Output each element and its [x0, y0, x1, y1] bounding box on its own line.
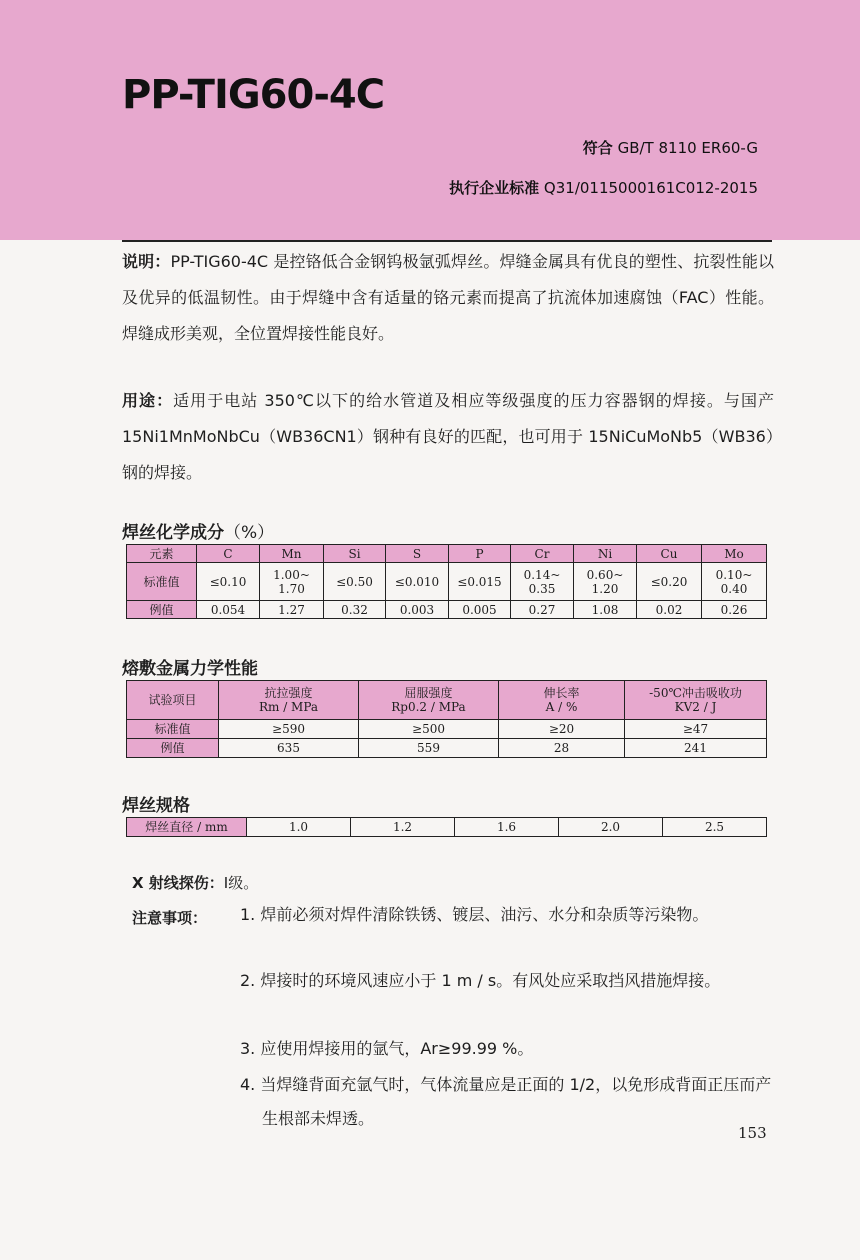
cell-line: ≤0.010: [394, 574, 440, 589]
standard-value: GB/T 8110 ER60-G: [617, 139, 758, 157]
chemistry-table: [126, 544, 767, 619]
chemistry-header-cell: C: [197, 545, 260, 563]
chemistry-unit: （%）: [224, 523, 275, 543]
table-cell: ≥590: [219, 720, 359, 739]
header-line: 屈服强度: [404, 686, 453, 700]
mechanical-table: [126, 680, 767, 758]
table-cell: 1.08: [574, 601, 637, 619]
mechanical-header-cell: [219, 681, 359, 720]
table-cell: 0.02: [637, 601, 702, 619]
header-divider: [122, 240, 772, 242]
table-cell: 1.27: [260, 601, 324, 619]
note-item: [240, 1032, 775, 1066]
table-cell: 28: [499, 739, 625, 758]
product-title: PP-TIG60-4C: [122, 72, 385, 118]
cell-line: ≤0.20: [650, 574, 688, 589]
table-cell: [702, 563, 767, 601]
chemistry-example-row: [127, 601, 767, 619]
header-line: 伸长率: [543, 686, 580, 700]
chemistry-title-text: 焊丝化学成分: [122, 523, 224, 543]
header-line: 试验项目: [148, 693, 197, 707]
table-cell: ≥500: [359, 720, 499, 739]
note-item: [240, 898, 775, 932]
table-cell: [386, 563, 449, 601]
usage-text: 适用于电站 350℃以下的给水管道及相应等级强度的压力容器钢的焊接。与国产 15Ni1MnMoNbCu（WB36CN1）钢种有良好的匹配，也可用于 15NiCuMoNb5（WB36）钢的焊接。: [122, 391, 774, 482]
mechanical-header-cell: [359, 681, 499, 720]
description-text: PP-TIG60-4C 是控铬低合金钢钨极氩弧焊丝。焊缝金属具有优良的塑性、抗裂性能以及优异的低温韧性。由于焊缝中含有适量的铬元素而提高了抗流体加速腐蚀（FAC）性能。焊缝成形美观，全位置焊接性能良好。: [122, 252, 774, 343]
cell-line: 1.70: [278, 581, 305, 596]
note-text: 2. 焊接时的环境风速应小于 1 m / s。有风处应采取挡风措施焊接。: [240, 971, 721, 990]
cell-line: 1.00~: [273, 567, 310, 582]
chemistry-header-cell: Mo: [702, 545, 767, 563]
table-cell: 2.5: [663, 818, 767, 837]
title-banner: [0, 0, 860, 240]
row-label: 例值: [127, 739, 219, 758]
note-text: 4. 当焊缝背面充氩气时，气体流量应是正面的 1/2，以免形成背面正压而产生根部未焊透。: [240, 1075, 772, 1128]
row-label: 标准值: [127, 563, 197, 601]
table-cell: ≥20: [499, 720, 625, 739]
table-cell: [324, 563, 386, 601]
chemistry-header-cell: Si: [324, 545, 386, 563]
notes-label: 注意事项：: [132, 909, 208, 927]
header-line: -50℃冲击吸收功: [649, 686, 742, 700]
table-cell: 0.054: [197, 601, 260, 619]
mechanical-example-row: [127, 739, 767, 758]
table-cell: 0.27: [511, 601, 574, 619]
xray-value: Ⅰ级。: [223, 874, 259, 892]
page-number: 153: [738, 1124, 767, 1142]
specs-table: [126, 817, 767, 837]
mechanical-section-title: 熔敷金属力学性能: [122, 659, 258, 679]
table-cell: 2.0: [559, 818, 663, 837]
table-cell: 1.6: [455, 818, 559, 837]
description-paragraph: [122, 244, 774, 352]
mechanical-header-cell: [499, 681, 625, 720]
chemistry-header-row: [127, 545, 767, 563]
mechanical-header-row: [127, 681, 767, 720]
cell-line: 0.10~: [715, 567, 753, 582]
header-line: KV2 / J: [674, 700, 717, 714]
cell-line: 0.35: [528, 581, 556, 596]
chemistry-standard-row: [127, 563, 767, 601]
table-cell: ≥47: [625, 720, 767, 739]
note-item: [240, 964, 775, 998]
table-cell: [260, 563, 324, 601]
mechanical-standard-row: [127, 720, 767, 739]
description-label: 说明：: [122, 252, 171, 271]
header-line: A / %: [545, 700, 578, 714]
table-cell: [449, 563, 511, 601]
table-cell: 0.005: [449, 601, 511, 619]
enterprise-standard-value: Q31/0115000161C012-2015: [543, 179, 758, 197]
specs-row: [127, 818, 767, 837]
note-text: 3. 应使用焊接用的氩气，Ar≥99.99 %。: [240, 1039, 534, 1058]
xray-line: [132, 872, 258, 893]
standard-line: [583, 137, 758, 158]
specs-section-title: 焊丝规格: [122, 796, 190, 816]
chemistry-header-cell: 元素: [127, 545, 197, 563]
table-cell: 0.26: [702, 601, 767, 619]
enterprise-standard-line: [449, 177, 758, 198]
table-cell: 559: [359, 739, 499, 758]
usage-label: 用途：: [122, 391, 174, 410]
table-cell: [511, 563, 574, 601]
usage-paragraph: [122, 383, 774, 491]
mechanical-header-cell: [625, 681, 767, 720]
header-line: Rm / MPa: [258, 700, 319, 714]
cell-line: 0.14~: [523, 567, 561, 582]
table-cell: 1.2: [351, 818, 455, 837]
note-item: [240, 1068, 775, 1136]
cell-line: ≤0.015: [457, 574, 502, 589]
chemistry-section-title: [122, 518, 274, 543]
chemistry-header-cell: Mn: [260, 545, 324, 563]
header-line: 抗拉强度: [264, 686, 313, 700]
xray-label: X 射线探伤：: [132, 874, 224, 892]
table-cell: 0.003: [386, 601, 449, 619]
enterprise-standard-label: 执行企业标准: [449, 179, 540, 197]
chemistry-header-cell: P: [449, 545, 511, 563]
table-cell: [197, 563, 260, 601]
table-cell: 1.0: [247, 818, 351, 837]
table-cell: 0.32: [324, 601, 386, 619]
cell-line: ≤0.50: [336, 574, 373, 589]
mechanical-header-cell: [127, 681, 219, 720]
cell-line: 0.60~: [586, 567, 624, 582]
chemistry-header-cell: S: [386, 545, 449, 563]
row-label: 例值: [127, 601, 197, 619]
chemistry-header-cell: Cr: [511, 545, 574, 563]
note-text: 1. 焊前必须对焊件清除铁锈、镀层、油污、水分和杂质等污染物。: [240, 905, 709, 924]
cell-line: 0.40: [720, 581, 748, 596]
chemistry-header-cell: Cu: [637, 545, 702, 563]
table-cell: [637, 563, 702, 601]
row-label: 标准值: [127, 720, 219, 739]
table-cell: 241: [625, 739, 767, 758]
table-cell: 635: [219, 739, 359, 758]
table-cell: [574, 563, 637, 601]
row-label: 焊丝直径 / mm: [127, 818, 247, 837]
cell-line: 1.20: [591, 581, 619, 596]
standard-label: 符合: [582, 139, 613, 157]
header-line: Rp0.2 / MPa: [391, 700, 466, 714]
cell-line: ≤0.10: [209, 574, 247, 589]
chemistry-header-cell: Ni: [574, 545, 637, 563]
